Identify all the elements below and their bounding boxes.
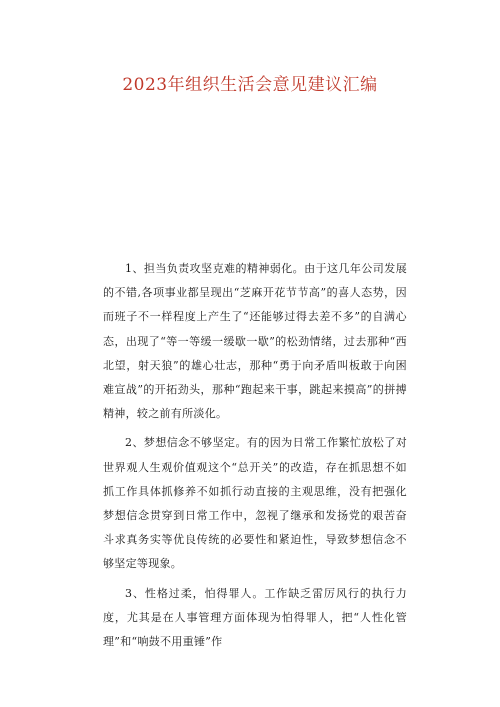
paragraph-3: 3、性格过柔，怕得罪人。工作缺乏雷厉风行的执行力度，尤其是在人事管理方面体现为怕得罪人，把“人性化管理”和“响鼓不用重锤”作	[103, 586, 407, 649]
paragraph-2: 2、梦想信念不够坚定。有的因为日常工作繁忙放松了对世界观人生观价值观这个“总开关”的改造，存在抓思想不如抓工作具体抓修养不如抓行动直接的主观思维，没有把强化梦想信念贯穿到日常工作中，忽视了继承和发扬党的艰苦奋斗求真务实等优良传统的必要性和紧迫性，导致梦想信念不够坚定等现象。	[103, 436, 407, 571]
document-body	[103, 257, 407, 659]
paragraph-1: 1、担当负责攻坚克难的精神弱化。由于这几年公司发展的不错,各项事业都呈现出“芝麻开花节节高”的喜人态势，因而班子不一样程度上产生了“还能够过得去差不多”的自满心态，出现了“等一等缓一缓歇一歇”的松劲情绪，过去那种“西北望，射天狼”的雄心壮志，那种“勇于向矛盾叫板敢于向困难宣战”的开拓劲头，那种“跑起来干事，跳起来摸高”的拼搏精神，较之前有所淡化。	[103, 262, 407, 421]
document-title: 2023年组织生活会意见建议汇编	[122, 75, 378, 95]
